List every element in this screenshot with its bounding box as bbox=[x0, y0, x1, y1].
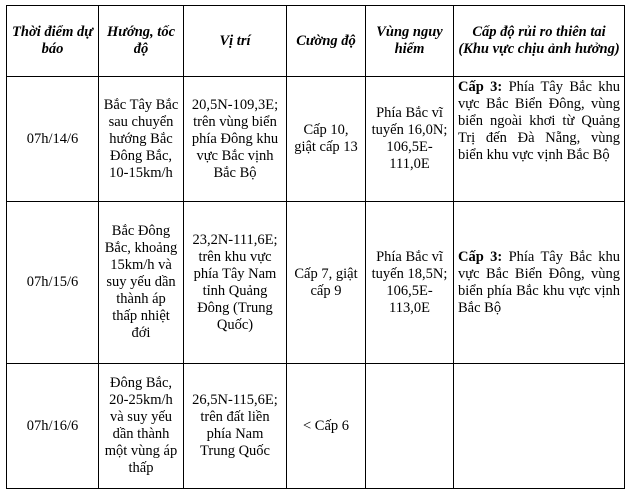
cell-danger-zone: Phía Bắc vĩ tuyến 16,0N; 106,5E-111,0E bbox=[366, 77, 454, 202]
risk-level: Cấp 3: bbox=[458, 248, 503, 265]
cell-danger-zone bbox=[366, 364, 454, 489]
cell-time: 07h/14/6 bbox=[7, 77, 99, 202]
cell-intensity: Cấp 7, giật cấp 9 bbox=[287, 202, 366, 364]
header-intensity: Cường độ bbox=[287, 6, 366, 77]
risk-text: Phía Tây Bắc khu vực Bắc Biển Đông, vùng biển ngoài khơi từ Quảng Trị đến Đà Nẵng, vùng biển khu vực vịnh Bắc Bộ bbox=[458, 79, 620, 163]
table-row bbox=[7, 202, 625, 364]
cell-risk bbox=[454, 77, 625, 202]
cell-intensity: < Cấp 6 bbox=[287, 364, 366, 489]
table-row bbox=[7, 77, 625, 202]
header-row bbox=[7, 6, 625, 77]
cell-position: 26,5N-115,6E; trên đất liền phía Nam Trung Quốc bbox=[184, 364, 287, 489]
cell-position: 23,2N-111,6E; trên khu vực phía Tây Nam tỉnh Quảng Đông (Trung Quốc) bbox=[184, 202, 287, 364]
forecast-table bbox=[6, 5, 625, 489]
cell-direction: Bắc Đông Bắc, khoảng 15km/h và suy yếu dần thành áp thấp nhiệt đới bbox=[99, 202, 184, 364]
cell-position: 20,5N-109,3E; trên vùng biển phía Đông khu vực Bắc vịnh Bắc Bộ bbox=[184, 77, 287, 202]
cell-danger-zone: Phía Bắc vĩ tuyến 18,5N; 106,5E-113,0E bbox=[366, 202, 454, 364]
header-risk: Cấp độ rủi ro thiên tai (Khu vực chịu ảnh hưởng) bbox=[454, 6, 625, 77]
cell-time: 07h/16/6 bbox=[7, 364, 99, 489]
header-direction: Hướng, tốc độ bbox=[99, 6, 184, 77]
cell-intensity: Cấp 10, giật cấp 13 bbox=[287, 77, 366, 202]
header-time: Thời điểm dự báo bbox=[7, 6, 99, 77]
cell-direction: Bắc Tây Bắc sau chuyển hướng Bắc Đông Bắc, 10-15km/h bbox=[99, 77, 184, 202]
cell-risk bbox=[454, 364, 625, 489]
table-row bbox=[7, 364, 625, 489]
risk-text: Phía Tây Bắc khu vực Bắc Biển Đông, vùng biển phía Bắc khu vực vịnh Bắc Bộ bbox=[458, 248, 620, 316]
cell-time: 07h/15/6 bbox=[7, 202, 99, 364]
header-position: Vị trí bbox=[184, 6, 287, 77]
header-danger-zone: Vùng nguy hiểm bbox=[366, 6, 454, 77]
cell-direction: Đông Bắc, 20-25km/h và suy yếu dần thành một vùng áp thấp bbox=[99, 364, 184, 489]
risk-level: Cấp 3: bbox=[458, 79, 503, 95]
cell-risk bbox=[454, 202, 625, 364]
